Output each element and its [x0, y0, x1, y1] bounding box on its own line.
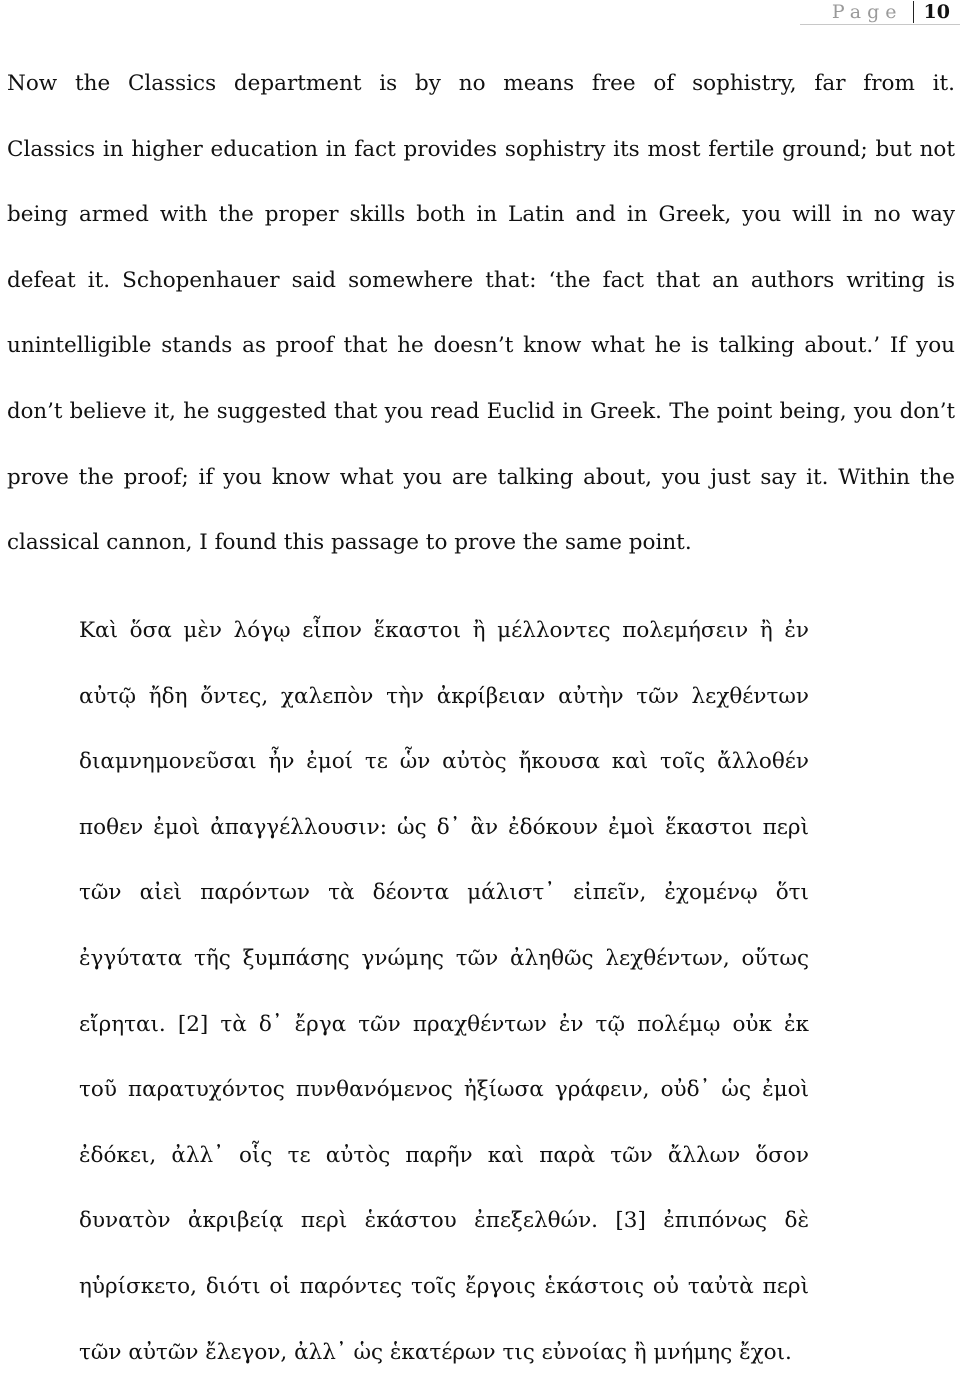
greek-line: εἴρηται. [2] τὰ δ᾽ ἔργα τῶν πραχθέντων ἐν τῷ πολέμῳ οὐκ ἐκ: [79, 1011, 809, 1037]
page-number: 10: [913, 1, 950, 23]
paragraph-line: classical cannon, I found this passage to prove the same point.: [7, 530, 692, 556]
greek-quotation: [79, 598, 809, 1385]
greek-line: διαμνημονεῦσαι ἦν ἐμοί τε ὧν αὐτὸς ἤκουσα καὶ τοῖς ἄλλοθέν: [79, 749, 809, 775]
greek-line: ἐδόκει, ἀλλ᾽ οἷς τε αὐτὸς παρῆν καὶ παρὰ τῶν ἄλλων ὅσον: [79, 1142, 809, 1168]
paragraph-line: don’t believe it, he suggested that you read Euclid in Greek. The point being, you don’t: [7, 398, 955, 424]
paragraph-line: Classics in higher education in fact provides sophistry its most fertile ground; but not: [7, 136, 955, 162]
header-divider: [800, 24, 960, 25]
greek-line: ποθεν ἐμοὶ ἀπαγγέλλουσιν: ὡς δ᾽ ἂν ἐδόκουν ἐμοὶ ἕκαστοι περὶ: [79, 814, 809, 840]
greek-line: δυνατὸν ἀκριβείᾳ περὶ ἑκάστου ἐπεξελθών. [3] ἐπιπόνως δὲ: [79, 1208, 809, 1234]
greek-line: τῶν αὐτῶν ἔλεγον, ἀλλ᾽ ὡς ἑκατέρων τις εὐνοίας ἢ μνήμης ἔχοι.: [79, 1339, 792, 1365]
page-label: Page: [831, 1, 903, 23]
paragraph-line: Now the Classics department is by no means free of sophistry, far from it.: [7, 71, 955, 96]
greek-line: τῶν αἰεὶ παρόντων τὰ δέοντα μάλιστ᾽ εἰπεῖν, ἐχομένῳ ὅτι: [79, 880, 809, 906]
greek-line: τοῦ παρατυχόντος πυνθανόμενος ἠξίωσα γράφειν, οὐδ᾽ ὡς ἐμοὶ: [79, 1077, 809, 1103]
body-paragraph: [7, 51, 955, 576]
greek-line: ἐγγύτατα τῆς ξυμπάσης γνώμης τῶν ἀληθῶς λεχθέντων, οὕτως: [79, 945, 809, 971]
paragraph-line: prove the proof; if you know what you are talking about, you just say it. Within the: [7, 464, 955, 490]
paragraph-line: defeat it. Schopenhauer said somewhere that: ‘the fact that an authors writing is: [7, 267, 955, 293]
greek-line: Καὶ ὅσα μὲν λόγῳ εἶπον ἕκαστοι ἢ μέλλοντες πολεμήσειν ἢ ἐν: [79, 618, 809, 643]
page-header: [832, 0, 950, 24]
greek-line: ηὑρίσκετο, διότι οἱ παρόντες τοῖς ἔργοις ἑκάστοις οὐ ταὐτὰ περὶ: [79, 1273, 809, 1299]
paragraph-line: being armed with the proper skills both in Latin and in Greek, you will in no way: [7, 202, 955, 228]
greek-line: αὐτῷ ἤδη ὄντες, χαλεπὸν τὴν ἀκρίβειαν αὐτὴν τῶν λεχθέντων: [79, 683, 809, 709]
paragraph-line: unintelligible stands as proof that he doesn’t know what he is talking about.’ If you: [7, 333, 955, 359]
